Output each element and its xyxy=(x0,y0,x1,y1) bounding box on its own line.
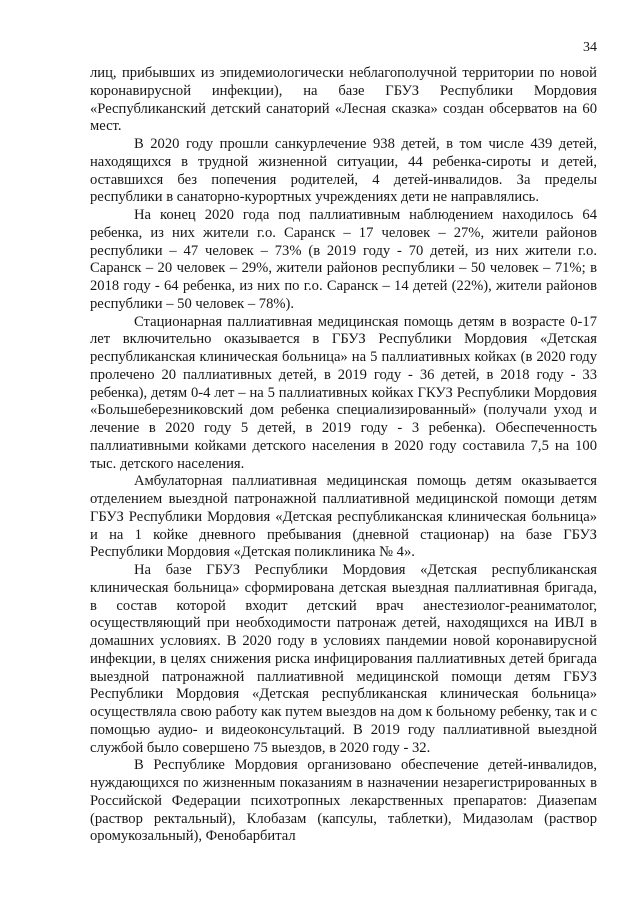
paragraph-sanatorium-treatment: В 2020 году прошли санкурлечение 938 детей, в том числе 439 детей, находящихся в трудной жизненной ситуации, 44 ребенка-сироты и детей, оставшихся без попечения родителей, 4 детей-инвалидов. За пределы республики в санаторно-курортных учреждениях дети не направлялись. xyxy=(90,136,597,206)
paragraph-palliative-observation: На конец 2020 года под паллиативным наблюдением находилось 64 ребенка, из них жители г.о. Саранск – 17 человек – 27%, жители районов республики – 47 человек – 73% (в 2019 году - 70 детей, из них жители г.о. Саранск – 20 человек – 29%, жители районов республики – 50 человек – 71%; в 2018 году - 64 ребенка, из них по г.о. Саранск – 14 детей (22%), жители районов республики – 50 человек – 78%). xyxy=(90,207,597,312)
page-number: 34 xyxy=(583,40,597,55)
paragraph-observatory: лиц, прибывших из эпидемиологически неблагополучной территории по новой коронавирусной инфекции), на базе ГБУЗ Республики Мордовия «Республиканский детский санаторий «Лесная сказка» создан обсерватов на 60 мест. xyxy=(90,65,597,135)
paragraph-mobile-palliative-team: На базе ГБУЗ Республики Мордовия «Детская республиканская клиническая больница» сформирована детская выездная паллиативная бригада, в состав которой входит детский врач анестезиолог-реаниматолог, осуществляющий при необходимости патронаж детей, находящихся на ИВЛ в домашних условиях. В 2020 году в условиях пандемии новой коронавирусной инфекции, в целях снижения риска инфицирования паллиативных детей бригада выездной патронажной паллиативной медицинской помощи детям ГБУЗ Республики Мордовия «Детская республиканская клиническая больница» осуществляла свою работу как путем выездов на дом к больному ребенку, так и с помощью аудио- и видеоконсультаций. В 2019 году паллиативной выездной службой было совершено 75 выездов, в 2020 году - 32. xyxy=(90,562,597,756)
paragraph-outpatient-palliative-care: Амбулаторная паллиативная медицинская помощь детям оказывается отделением выездной патронажной паллиативной медицинской помощи детям ГБУЗ Республики Мордовия «Детская республиканская клиническая больница» и на 1 койке дневного пребывания (дневной стационар) на базе ГБУЗ Республики Мордовия «Детская поликлиника № 4». xyxy=(90,473,597,561)
paragraph-inpatient-palliative-care: Стационарная паллиативная медицинская помощь детям в возрасте 0-17 лет включительно оказывается в ГБУЗ Республики Мордовия «Детская республиканская клиническая больница» на 5 паллиативных койках (в 2020 году пролечено 20 паллиативных детей, в 2019 году - 36 детей, в 2018 году - 33 ребенка), детям 0-4 лет – на 5 паллиативных койках ГКУЗ Республики Мордовия «Большеберезниковский дом ребенка специализированный» (получали уход и лечение в 2020 году 5 детей, в 2019 году - 3 ребенка). Обеспеченность паллиативными койками детского населения в 2020 году составила 7,5 на 100 тыс. детского населения. xyxy=(90,313,597,472)
text-body xyxy=(90,65,597,846)
paragraph-psychotropic-drugs: В Республике Мордовия организовано обеспечение детей-инвалидов, нуждающихся по жизненным показаниям в назначении незарегистрированных в Российской Федерации психотропных лекарственных препаратов: Диазепам (раствор ректальный), Клобазам (капсулы, таблетки), Мидазолам (раствор оромукозальный), Фенобарбитал xyxy=(90,757,597,845)
